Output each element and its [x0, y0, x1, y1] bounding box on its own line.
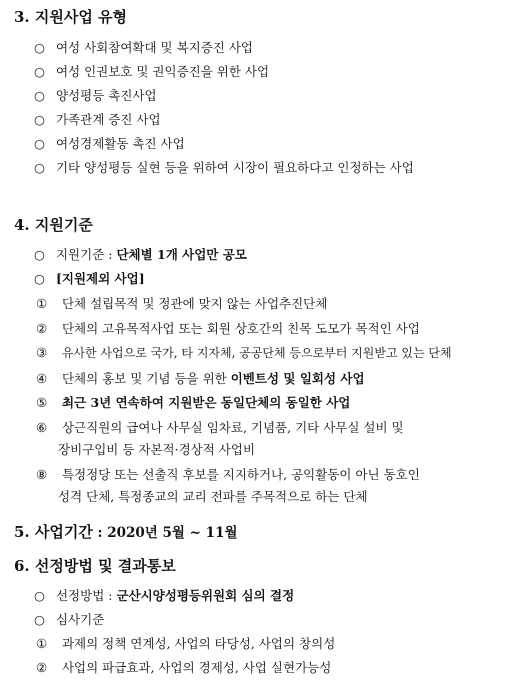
s3-item-6 [34, 158, 414, 176]
s3-item-4-text: 가족관계 증진 사업 [55, 112, 161, 127]
s3-item-2-text: 여성 인권보호 및 권익증진을 위한 사업 [55, 64, 270, 79]
circled-number: ② [36, 321, 48, 336]
bullet-circle-icon: ○ [34, 247, 45, 262]
bullet-circle-icon: ○ [34, 88, 45, 103]
s6-review-heading [34, 610, 104, 628]
circled-number: ⑤ [36, 395, 48, 410]
s4-excluded-item-3 [36, 344, 452, 361]
bullet-circle-icon: ○ [34, 40, 45, 55]
bullet-circle-icon: ○ [34, 588, 45, 603]
s3-item-1-text: 여성 사회참여확대 및 복지증진 사업 [55, 40, 254, 55]
s6-method-label: 선정방법 : [55, 588, 117, 603]
s6-method [34, 586, 294, 604]
s4-excluded-item-1 [36, 294, 327, 312]
s4-excluded-item-6-cont: 장비구입비 등 자본적·경상적 사업비 [58, 442, 256, 457]
bullet-circle-icon: ○ [34, 136, 45, 151]
s4-excluded-item-2-text: 단체의 고유목적사업 또는 회원 상호간의 친목 도모가 목적인 사업 [61, 321, 420, 336]
section-5-title: 5. 사업기간 [14, 523, 93, 541]
section-4-title: 4. 지원기준 [14, 216, 93, 234]
bullet-circle-icon: ○ [34, 271, 45, 286]
s4-excluded-item-5 [36, 393, 350, 411]
s4-excluded-item-6 [36, 418, 404, 436]
bullet-circle-icon: ○ [34, 64, 45, 79]
s4-criteria-label: 지원기준 : [55, 247, 117, 262]
circled-number: ④ [36, 371, 48, 386]
s4-excluded-item-3-text: 유사한 사업으로 국가, 타 지자체, 공공단체 등으로부터 지원받고 있는 단체 [61, 346, 452, 360]
bullet-circle-icon: ○ [34, 112, 45, 127]
s6-method-value: 군산시양성평등위원회 심의 결정 [116, 588, 295, 603]
circled-number: ② [36, 660, 48, 675]
s4-excluded-item-4-text: 단체의 홍보 및 기념 등을 위한 [61, 371, 231, 386]
s4-excluded-item-1-text: 단체 설립목적 및 정관에 맞지 않는 사업추진단체 [61, 296, 328, 311]
s4-criteria [34, 245, 247, 263]
s3-item-5 [34, 134, 185, 152]
s6-review-item-1 [36, 634, 335, 652]
circled-number: ① [36, 636, 48, 651]
bullet-circle-icon: ○ [34, 160, 45, 175]
s6-review-item-1-text: 과제의 정책 연계성, 사업의 타당성, 사업의 창의성 [61, 636, 336, 651]
s6-review-item-2-text: 사업의 파급효과, 사업의 경제성, 사업 실현가능성 [61, 660, 332, 675]
s3-item-3-text: 양성평등 촉진사업 [55, 88, 157, 103]
s4-excluded-item-8 [36, 465, 420, 483]
circled-number: ⑥ [36, 420, 48, 435]
s6-review-item-2 [36, 658, 331, 676]
s3-item-4 [34, 110, 161, 128]
s4-excluded-item-8-cont: 성격 단체, 특정종교의 교리 전파를 주목적으로 하는 단체 [58, 489, 368, 504]
circled-number: ① [36, 296, 48, 311]
bullet-circle-icon: ○ [34, 612, 45, 627]
s4-excluded-item-5-text: 최근 3년 연속하여 지원받은 동일단체의 동일한 사업 [61, 395, 351, 410]
s4-excluded-item-4 [36, 369, 365, 387]
section-5 [14, 521, 238, 542]
s4-excluded-item-6-text: 상근직원의 급여나 사무실 임차료, 기념품, 기타 사무실 설비 및 [61, 420, 404, 435]
s3-item-1 [34, 38, 253, 56]
s4-criteria-value: 단체별 1개 사업만 공모 [116, 247, 247, 262]
circled-number: ⑧ [36, 467, 48, 482]
s3-item-5-text: 여성경제활동 촉진 사업 [55, 136, 185, 151]
s4-excluded-heading [34, 269, 145, 287]
s4-excluded-item-8-text: 특정정당 또는 선출직 후보를 지지하거나, 공익활동이 아닌 동호인 [61, 467, 420, 482]
s4-excluded-item-4-emphasis: 이벤트성 및 일회성 사업 [230, 371, 365, 386]
s6-review-label: 심사기준 [55, 612, 105, 627]
section-3-title: 3. 지원사업 유형 [14, 8, 128, 26]
s4-excluded-label: [지원제외 사업] [55, 271, 145, 286]
s3-item-6-text: 기타 양성평등 실현 등을 위하여 시장이 필요하다고 인정하는 사업 [55, 160, 414, 175]
s3-item-3 [34, 86, 157, 104]
s3-item-2 [34, 62, 269, 80]
s4-excluded-item-2 [36, 319, 420, 337]
circled-number: ③ [36, 345, 48, 360]
section-5-period: : 2020년 5월 ~ 11월 [92, 525, 238, 541]
section-6-title: 6. 선정방법 및 결과통보 [14, 557, 176, 575]
